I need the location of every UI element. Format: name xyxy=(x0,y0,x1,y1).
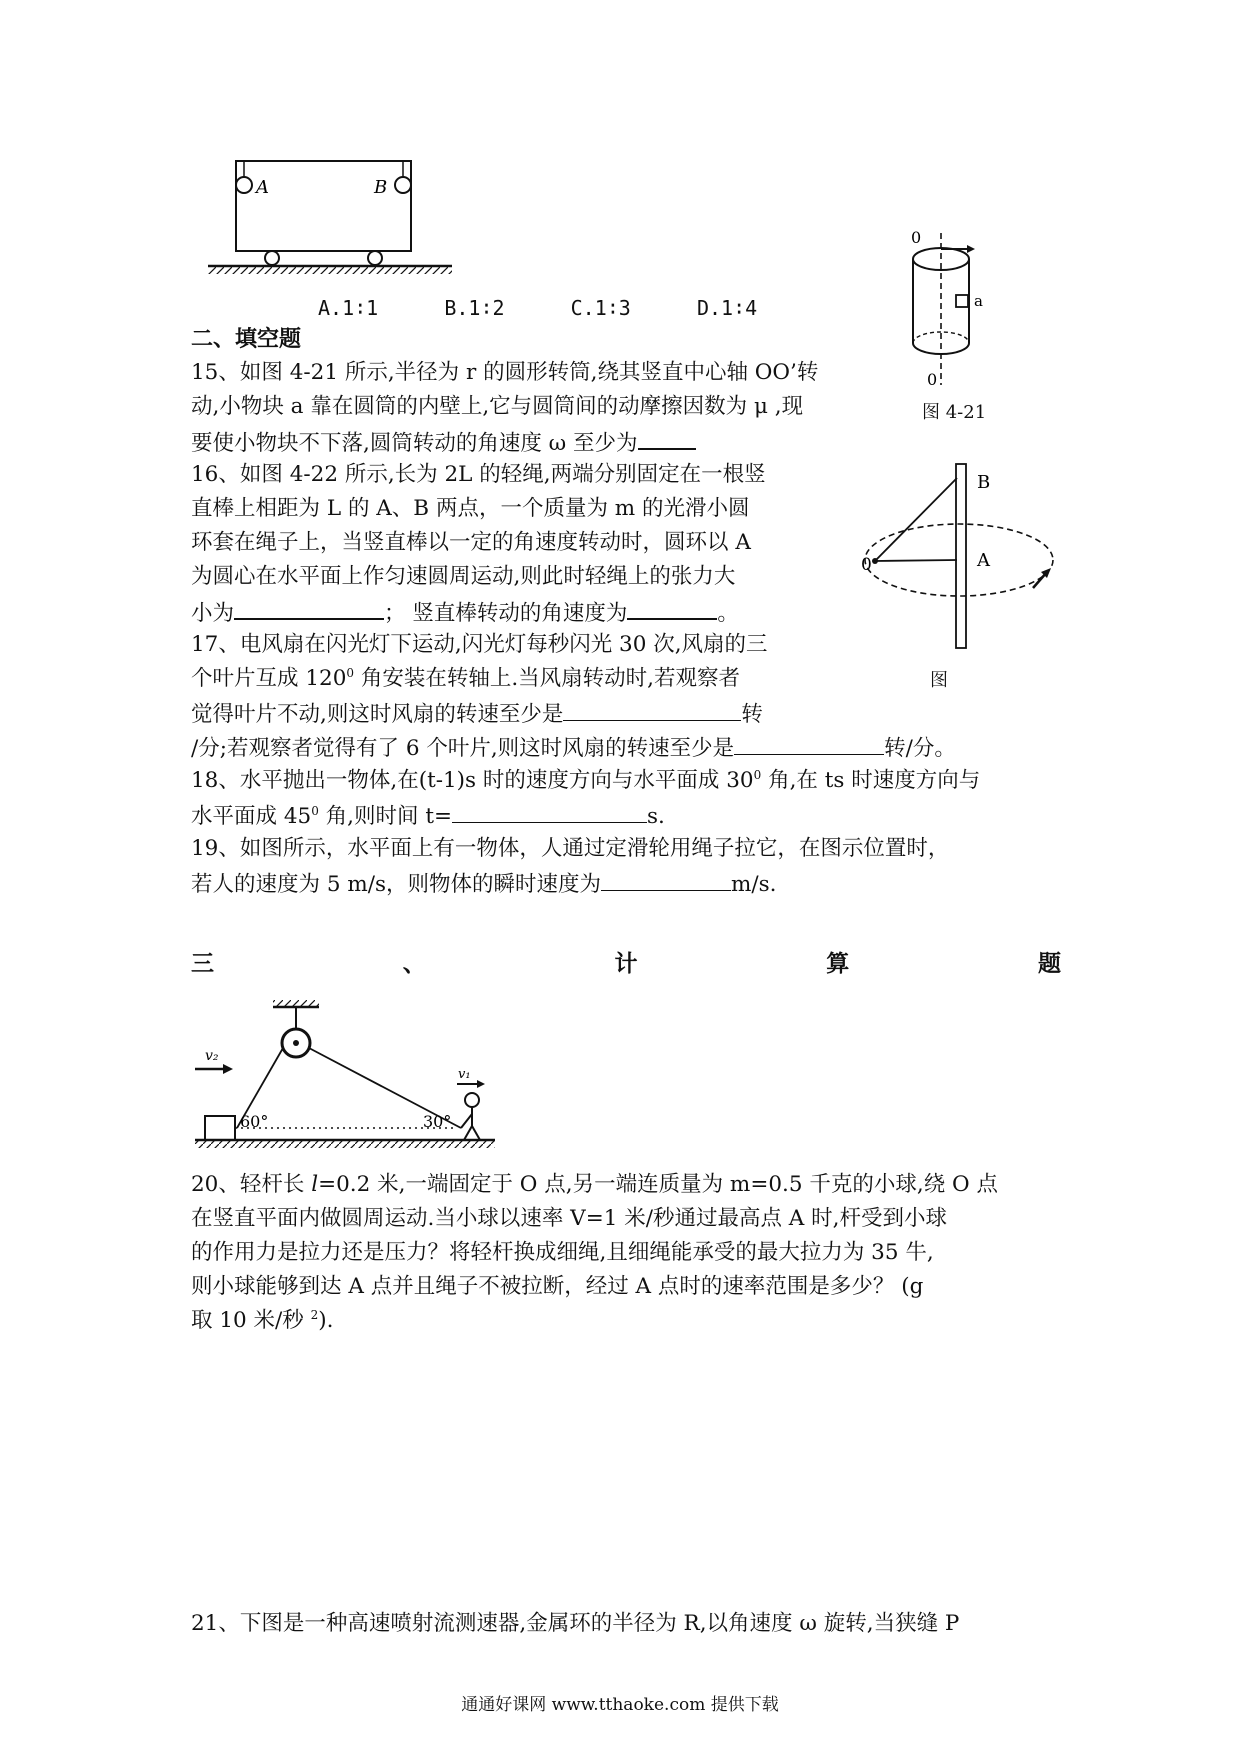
q14-options xyxy=(318,291,757,325)
object-box xyxy=(205,1116,235,1140)
ball-a xyxy=(236,177,252,193)
q18-time-blank[interactable] xyxy=(452,798,647,823)
q20-line5 xyxy=(191,1304,333,1338)
q16-text-b: ； 竖直棒转动的角速度为 xyxy=(384,601,628,626)
person-head xyxy=(465,1093,479,1107)
ground-hatch xyxy=(195,1141,495,1148)
angle-30: 30° xyxy=(423,1112,452,1131)
label-b: B xyxy=(977,472,991,493)
option-a: A.1∶1 xyxy=(318,296,379,320)
pulley-axle xyxy=(293,1040,299,1046)
q18-text-a: 18、水平抛出一物体,在(t-1)s 时的速度方向与水平面成 30 xyxy=(191,768,754,793)
section3-char-5: 题 xyxy=(1038,950,1061,977)
section3-char-1: 三 xyxy=(191,950,214,977)
q19-velocity-blank[interactable] xyxy=(601,866,731,891)
section2-title: 二、填空题 xyxy=(191,326,302,352)
q19-line2 xyxy=(191,866,777,902)
q20-text-b: =0.2 米,一端固定于 O 点,另一端连质量为 m=0.5 千克的小球,绕 O 点 xyxy=(318,1172,998,1197)
ground-hatch xyxy=(208,267,452,274)
person-arm xyxy=(461,1114,472,1128)
option-d: D.1∶4 xyxy=(696,296,758,320)
q17-degree: 0 xyxy=(346,665,355,680)
q16-text-c: 。 xyxy=(717,601,739,626)
q17-speed-blank-1[interactable] xyxy=(563,696,741,721)
q18-unit: s. xyxy=(647,804,665,829)
option-c: C.1∶3 xyxy=(570,296,631,320)
rope-lower xyxy=(875,560,957,561)
wheel-right xyxy=(368,251,382,265)
cart-body xyxy=(236,161,411,251)
q18-line2 xyxy=(191,798,665,834)
q17-line3 xyxy=(191,696,763,732)
q16-line3: 环套在绳子上，当竖直棒以一定的角速度转动时，圆环以 A xyxy=(191,530,751,555)
q18-text-c: 水平面成 45 xyxy=(191,804,312,829)
v1-label: v₁ xyxy=(458,1067,471,1082)
label-b: B xyxy=(374,177,388,198)
angle-60: 60° xyxy=(240,1112,269,1131)
q20-line4: 则小球能够到达 A 点并且绳子不被拉断，经过 A 点时的速率范围是多少？ (g xyxy=(191,1274,924,1299)
person-leg-right xyxy=(472,1126,480,1140)
cart-figure xyxy=(200,155,470,275)
q16-line5 xyxy=(191,594,739,631)
page-footer: 通通好课网 www.tthaoke.com 提供下载 xyxy=(461,1695,779,1715)
q17-text-d: /分;若观察者觉得有了 6 个叶片,则这时风扇的转速至少是 xyxy=(191,736,735,761)
rod-figure xyxy=(855,462,1065,657)
label-a: A xyxy=(977,550,990,571)
section3-char-2: 、 xyxy=(402,950,426,977)
q18-degree-2: 0 xyxy=(311,803,319,818)
q16-tension-blank[interactable] xyxy=(234,594,384,620)
q15-answer-blank[interactable] xyxy=(638,424,696,450)
q20-line2: 在竖直平面内做圆周运动.当小球以速率 V=1 米/秒通过最高点 A 时,杆受到小球 xyxy=(191,1206,947,1231)
v2-label: v₂ xyxy=(205,1048,219,1064)
vertical-rod xyxy=(956,464,966,648)
q19-unit: m/s. xyxy=(731,872,777,897)
ring xyxy=(872,558,878,564)
q17-line1: 17、电风扇在闪光灯下运动,闪光灯每秒闪光 30 次,风扇的三 xyxy=(191,632,768,657)
fig-4-21-caption: 图 4-21 xyxy=(922,402,987,423)
axis-bottom-label: 0 xyxy=(927,370,938,389)
q21-line1: 21、下图是一种高速喷射流测速器,金属环的半径为 R,以角速度 ω 旋转,当狭缝 P xyxy=(191,1611,960,1636)
q20-line1 xyxy=(191,1168,998,1202)
q15-line3 xyxy=(191,424,696,461)
q17-text-c: 觉得叶片不动,则这时风扇的转速至少是 xyxy=(191,702,564,727)
q18-text-d: 角,则时间 t= xyxy=(318,804,453,829)
q17-line4 xyxy=(191,730,956,766)
q16-omega-blank[interactable] xyxy=(627,594,717,620)
q18-text-b: 角,在 ts 时速度方向与 xyxy=(761,768,981,793)
q15-text: 要使小物块不下落,圆筒转动的角速度 ω 至少为 xyxy=(191,431,638,456)
q17-text-a: 个叶片互成 120 xyxy=(191,666,347,691)
q19-text-a: 若人的速度为 5 m/s，则物体的瞬时速度为 xyxy=(191,872,602,897)
ball-b xyxy=(395,177,411,193)
section3-char-4: 算 xyxy=(826,950,850,977)
label-o: 0 xyxy=(861,555,872,575)
cylinder-figure xyxy=(905,225,1005,390)
q20-text-c: 取 10 米/秒 xyxy=(191,1308,311,1333)
option-b: B.1∶2 xyxy=(444,296,505,320)
q20-exponent: 2 xyxy=(310,1307,319,1322)
q20-length-symbol: l xyxy=(311,1172,319,1197)
axis-top-label: 0 xyxy=(911,228,922,247)
ceiling-hatch xyxy=(273,1000,319,1006)
q17-unit-a: 转 xyxy=(741,702,763,727)
q16-line2: 直棒上相距为 L 的 A、B 两点，一个质量为 m 的光滑小圆 xyxy=(191,496,750,521)
block-label: a xyxy=(974,292,983,310)
q17-speed-blank-2[interactable] xyxy=(734,730,884,755)
q18-line1 xyxy=(191,764,980,798)
q15-line2: 动,小物块 a 靠在圆筒的内壁上,它与圆筒间的动摩擦因数为 μ ,现 xyxy=(191,394,804,419)
section3-title xyxy=(191,945,1061,978)
q20-text-a: 20、轻杆长 xyxy=(191,1172,312,1197)
q20-line3: 的作用力是拉力还是压力？将轻杆换成细绳,且细绳能承受的最大拉力为 35 牛, xyxy=(191,1240,934,1265)
section3-char-3: 计 xyxy=(614,950,638,977)
q15-line1: 15、如图 4-21 所示,半径为 r 的圆形转筒,绕其竖直中心轴 OO’转 xyxy=(191,360,819,385)
q17-line2 xyxy=(191,662,740,696)
q16-line1: 16、如图 4-22 所示,长为 2L 的轻绳,两端分别固定在一根竖 xyxy=(191,462,766,487)
pulley-figure xyxy=(195,1000,505,1162)
label-a: A xyxy=(256,177,269,198)
q19-line1: 19、如图所示，水平面上有一物体，人通过定滑轮用绳子拉它，在图示位置时， xyxy=(191,836,950,861)
person-leg-left xyxy=(464,1126,472,1140)
q17-unit-b: 转/分。 xyxy=(884,736,956,761)
wheel-left xyxy=(265,251,279,265)
block-a xyxy=(956,295,968,307)
q17-text-b: 角安装在转轴上.当风扇转动时,若观察者 xyxy=(354,666,741,691)
q16-text-a: 小为 xyxy=(191,601,235,626)
q16-line4: 为圆心在水平面上作匀速圆周运动,则此时轻绳上的张力大 xyxy=(191,564,736,589)
rope-upper xyxy=(875,478,957,561)
q20-text-d: ). xyxy=(318,1308,334,1333)
q18-degree-1: 0 xyxy=(753,767,762,782)
fig-4-22-caption: 图 xyxy=(930,670,948,691)
